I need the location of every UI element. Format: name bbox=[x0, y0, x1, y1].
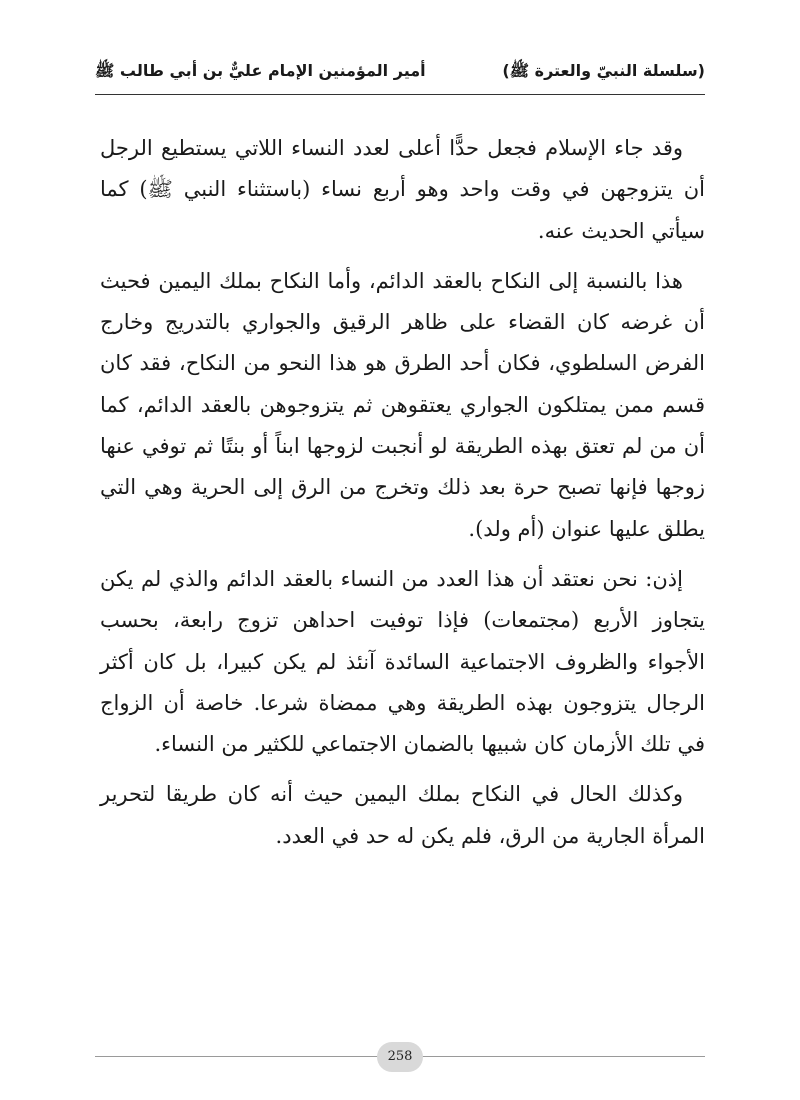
book-title: أمير المؤمنين الإمام عليٌّ بن أبي طالب ﷺ bbox=[95, 60, 426, 80]
running-header bbox=[95, 55, 705, 89]
page-footer bbox=[95, 1042, 705, 1072]
page-number: 258 bbox=[377, 1042, 423, 1072]
paragraph: إذن: نحن نعتقد أن هذا العدد من النساء بالعقد الدائم والذي لم يكن يتجاوز الأربع (مجتمعات) فإذا توفيت احداهن تزوج رابعة، بحسب الأجواء والظروف الاجتماعية السائدة آنئذ لم يكن كبيرا، بل كان أكثر الرجال يتزوجون بهذه الطريقة وهي ممضاة شرعا. خاصة أن الزواج في تلك الأزمان كان شبيها بالضمان الاجتماعي للكثير من النساء. bbox=[100, 566, 705, 757]
paragraph: هذا بالنسبة إلى النكاح بالعقد الدائم، وأما النكاح بملك اليمين فحيث أن غرضه كان القضاء على ظاهر الرقيق والجواري بالتدريج وخارج الفرض السلطوي، فكان أحد الطرق هو هذا النحو من النكاح، فقد كان قسم ممن يمتلكون الجواري يعتقوهن ثم يتزوجوهن بالعقد الدائم، كما أن من لم تعتق بهذه الطريقة لو أنجبت لزوجها ابناً أو بنتًا ثم توفي عنها زوجها فإنها تصبح حرة بعد ذلك وتخرج من الرق إلى الحرية وهي التي يطلق عليها عنوان (أم ولد). bbox=[100, 268, 705, 541]
header-divider bbox=[95, 94, 705, 95]
paragraph: وكذلك الحال في النكاح بملك اليمين حيث أنه كان طريقا لتحرير المرأة الجارية من الرق، فلم يكن له حد في العدد. bbox=[100, 782, 705, 848]
body-text bbox=[100, 128, 705, 866]
series-title: (سلسلة النبيّ والعترة ﷺ) bbox=[502, 60, 705, 80]
paragraph: وقد جاء الإسلام فجعل حدًّا أعلى لعدد النساء اللاتي يستطيع الرجل أن يتزوجهن في وقت واحد وهو أربع نساء (باستثناء النبي ﷺ) كما سيأتي الحديث عنه. bbox=[100, 136, 705, 243]
